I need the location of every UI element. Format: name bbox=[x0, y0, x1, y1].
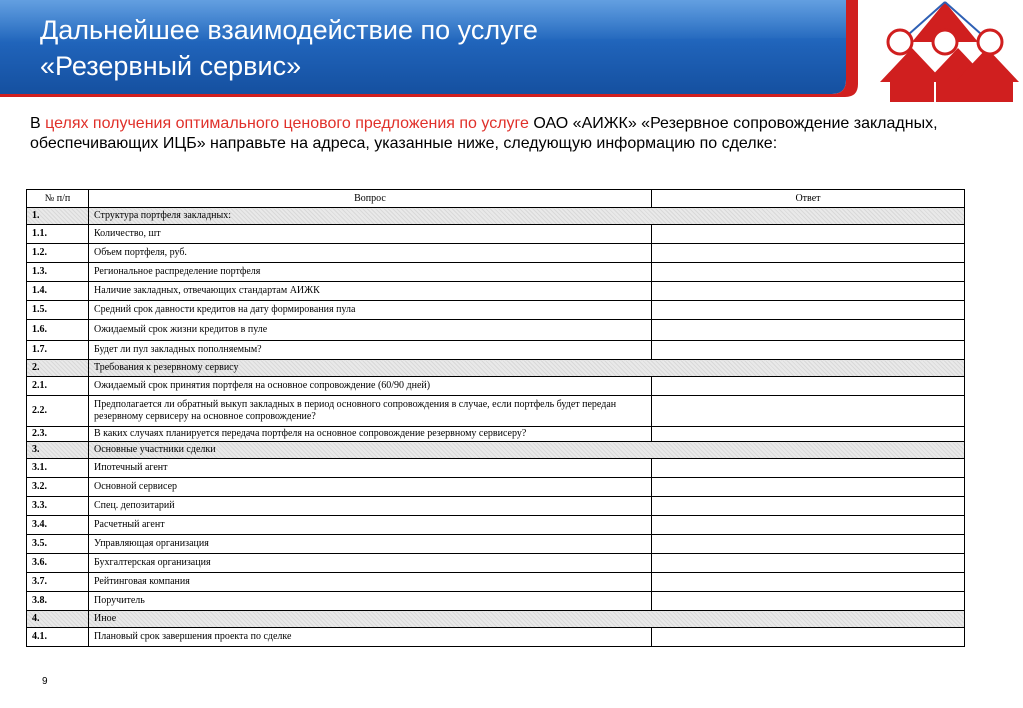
answer-cell[interactable] bbox=[652, 628, 965, 647]
header-question: Вопрос bbox=[89, 190, 652, 208]
answer-cell[interactable] bbox=[652, 497, 965, 516]
row-question: Средний срок давности кредитов на дату формирования пула bbox=[89, 301, 652, 320]
row-question: Иное bbox=[89, 611, 965, 628]
row-question: Региональное распределение портфеля bbox=[89, 263, 652, 282]
answer-cell[interactable] bbox=[652, 263, 965, 282]
row-question: Ожидаемый срок жизни кредитов в пуле bbox=[89, 320, 652, 341]
row-number: 1.5. bbox=[27, 301, 89, 320]
row-number: 3.6. bbox=[27, 554, 89, 573]
logo-graphic bbox=[870, 0, 1023, 104]
answer-cell[interactable] bbox=[652, 320, 965, 341]
table-row bbox=[27, 320, 965, 341]
table-row bbox=[27, 396, 965, 427]
row-question: Структура портфеля закладных: bbox=[89, 208, 965, 225]
row-number: 1.4. bbox=[27, 282, 89, 301]
answer-cell[interactable] bbox=[652, 225, 965, 244]
table-row bbox=[27, 516, 965, 535]
answer-cell[interactable] bbox=[652, 427, 965, 442]
row-question: Наличие закладных, отвечающих стандартам АИЖК bbox=[89, 282, 652, 301]
row-question: Бухгалтерская организация bbox=[89, 554, 652, 573]
answer-cell[interactable] bbox=[652, 554, 965, 573]
row-number: 3.1. bbox=[27, 459, 89, 478]
row-number: 3. bbox=[27, 442, 89, 459]
table-row bbox=[27, 535, 965, 554]
table-body bbox=[27, 208, 965, 647]
row-question: Рейтинговая компания bbox=[89, 573, 652, 592]
answer-cell[interactable] bbox=[652, 459, 965, 478]
header-banner bbox=[0, 0, 860, 97]
table-row bbox=[27, 301, 965, 320]
row-question: Основные участники сделки bbox=[89, 442, 965, 459]
section-row bbox=[27, 208, 965, 225]
section-row bbox=[27, 442, 965, 459]
row-question: Основной сервисер bbox=[89, 478, 652, 497]
header-num: № п/п bbox=[27, 190, 89, 208]
page-number: 9 bbox=[42, 676, 48, 687]
table-row bbox=[27, 263, 965, 282]
row-number: 3.2. bbox=[27, 478, 89, 497]
row-number: 1.2. bbox=[27, 244, 89, 263]
row-question: Объем портфеля, руб. bbox=[89, 244, 652, 263]
table-row bbox=[27, 244, 965, 263]
row-question: Ожидаемый срок принятия портфеля на основное сопровождение (60/90 дней) bbox=[89, 377, 652, 396]
row-number: 1. bbox=[27, 208, 89, 225]
answer-cell[interactable] bbox=[652, 478, 965, 497]
table-row bbox=[27, 554, 965, 573]
answer-cell[interactable] bbox=[652, 377, 965, 396]
row-question: Предполагается ли обратный выкуп закладных в период основного сопровождения в случае, если портфель будет передан резервному сервисеру на основное сопровождение? bbox=[89, 396, 652, 427]
row-number: 1.6. bbox=[27, 320, 89, 341]
company-logo bbox=[870, 0, 1023, 104]
answer-cell[interactable] bbox=[652, 341, 965, 360]
row-question: Будет ли пул закладных пополняемым? bbox=[89, 341, 652, 360]
row-number: 2. bbox=[27, 360, 89, 377]
answer-cell[interactable] bbox=[652, 535, 965, 554]
table-header-row bbox=[27, 190, 965, 208]
row-number: 4.1. bbox=[27, 628, 89, 647]
row-number: 3.7. bbox=[27, 573, 89, 592]
table-row bbox=[27, 628, 965, 647]
section-row bbox=[27, 360, 965, 377]
row-number: 3.8. bbox=[27, 592, 89, 611]
row-question: Количество, шт bbox=[89, 225, 652, 244]
row-number: 2.3. bbox=[27, 427, 89, 442]
row-question: Плановый срок завершения проекта по сделке bbox=[89, 628, 652, 647]
answer-cell[interactable] bbox=[652, 573, 965, 592]
row-number: 3.4. bbox=[27, 516, 89, 535]
intro-suffix: ОАО «АИЖК» «Резервное сопровождение закладных, обеспечивающих ИЦБ» направьте на адреса, указанные ниже, следующую информацию по сделке: bbox=[30, 115, 938, 152]
answer-cell[interactable] bbox=[652, 282, 965, 301]
header-answer: Ответ bbox=[652, 190, 965, 208]
row-number: 1.1. bbox=[27, 225, 89, 244]
title-line-2: «Резервный сервис» bbox=[40, 51, 302, 81]
row-number: 3.5. bbox=[27, 535, 89, 554]
row-number: 1.7. bbox=[27, 341, 89, 360]
intro-paragraph bbox=[30, 114, 990, 154]
row-number: 4. bbox=[27, 611, 89, 628]
table-row bbox=[27, 225, 965, 244]
table-row bbox=[27, 341, 965, 360]
table-row bbox=[27, 497, 965, 516]
answer-cell[interactable] bbox=[652, 301, 965, 320]
intro-highlight: целях получения оптимального ценового предложения по услуге bbox=[45, 115, 529, 132]
row-number: 1.3. bbox=[27, 263, 89, 282]
title-line-1: Дальнейшее взаимодействие по услуге bbox=[40, 15, 538, 45]
table-row bbox=[27, 459, 965, 478]
answer-cell[interactable] bbox=[652, 244, 965, 263]
table-row bbox=[27, 377, 965, 396]
row-question: Ипотечный агент bbox=[89, 459, 652, 478]
questionnaire-table bbox=[26, 189, 965, 647]
row-question: Управляющая организация bbox=[89, 535, 652, 554]
table-row bbox=[27, 282, 965, 301]
page-title bbox=[40, 12, 538, 84]
table-row bbox=[27, 592, 965, 611]
answer-cell[interactable] bbox=[652, 396, 965, 427]
row-question: Спец. депозитарий bbox=[89, 497, 652, 516]
table-row bbox=[27, 573, 965, 592]
row-question: В каких случаях планируется передача портфеля на основное сопровождение резервному сервисеру? bbox=[89, 427, 652, 442]
row-question: Поручитель bbox=[89, 592, 652, 611]
table-row bbox=[27, 427, 965, 442]
table-row bbox=[27, 478, 965, 497]
section-row bbox=[27, 611, 965, 628]
intro-prefix: В bbox=[30, 115, 46, 132]
row-question: Расчетный агент bbox=[89, 516, 652, 535]
answer-cell[interactable] bbox=[652, 516, 965, 535]
answer-cell[interactable] bbox=[652, 592, 965, 611]
row-question: Требования к резервному сервису bbox=[89, 360, 965, 377]
row-number: 3.3. bbox=[27, 497, 89, 516]
row-number: 2.1. bbox=[27, 377, 89, 396]
row-number: 2.2. bbox=[27, 396, 89, 427]
